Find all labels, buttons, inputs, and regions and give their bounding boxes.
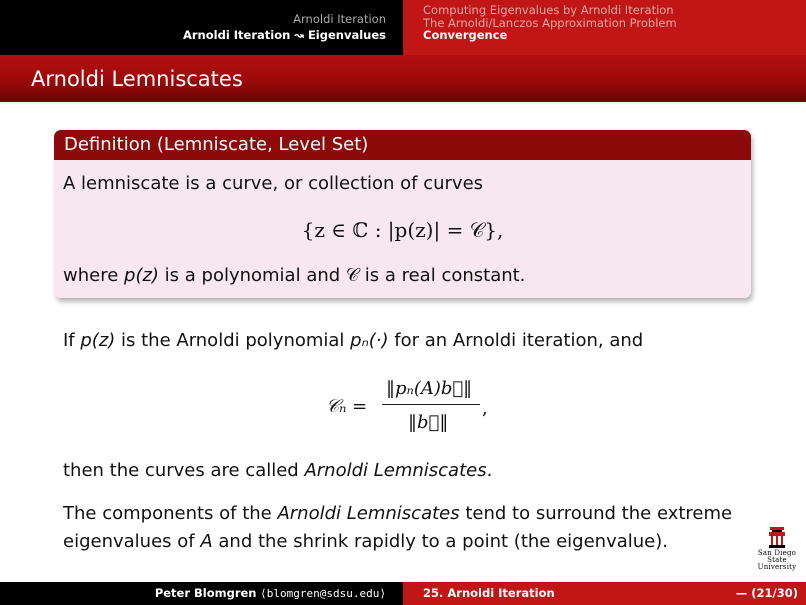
text-run: If	[63, 330, 81, 351]
footer-section-title[interactable]: 25. Arnoldi Iteration	[423, 586, 555, 600]
fraction-bar	[382, 404, 480, 405]
text-run: and the shrink rapidly to a point (the eigenvalue).	[212, 531, 668, 552]
header-section-nav	[403, 0, 806, 55]
math-c: 𝒞	[345, 265, 360, 286]
math-pz: p(z)	[124, 265, 159, 286]
logo-text-line-2: University	[757, 563, 797, 571]
definition-block	[54, 130, 751, 298]
nav-current-part[interactable]: Arnoldi Iteration ↝ Eigenvalues	[182, 28, 386, 42]
emphasis-term: Arnoldi Lemniscates	[304, 460, 487, 481]
definition-formula: {z ∈ ℂ : |p(z)| = 𝒞},	[301, 218, 504, 242]
text-run: for an Arnoldi iteration, and	[388, 330, 644, 351]
text-run: where	[63, 265, 125, 286]
university-logo-icon	[768, 526, 786, 548]
header-left-nav	[0, 0, 403, 55]
footer-author-area	[0, 582, 403, 605]
text-run: is a real constant.	[359, 265, 526, 286]
equation-comma: ,	[482, 398, 488, 419]
nav-section-approximation[interactable]: The Arnoldi/Lanczos Approximation Problem	[423, 15, 677, 30]
definition-line-3	[63, 265, 525, 286]
paragraph-components	[63, 500, 753, 556]
logo-text-line-1: San Diego State	[757, 549, 797, 564]
definition-title: Definition (Lemniscate, Level Set)	[54, 130, 751, 160]
frame-title: Arnoldi Lemniscates	[31, 67, 243, 91]
emphasis-term: Arnoldi Lemniscates	[277, 503, 460, 524]
footer-section-area	[403, 582, 806, 605]
university-logo	[748, 526, 806, 572]
equation-denominator: ‖b⃗‖	[408, 412, 449, 433]
math-pz: p(z)	[80, 330, 116, 351]
paragraph-arnoldi-lemniscates	[63, 460, 492, 481]
nav-section-convergence[interactable]: Convergence	[423, 28, 508, 42]
math-pn: pₙ(·)	[350, 330, 389, 351]
equation-lhs: 𝒞ₙ =	[326, 396, 368, 417]
footer-author: Peter Blomgren	[154, 586, 257, 600]
frame-title-bar	[0, 55, 806, 102]
definition-line-1: A lemniscate is a curve, or collection of curves	[63, 173, 484, 194]
equation-numerator: ‖pₙ(A)b⃗‖	[386, 378, 473, 399]
nav-part-title[interactable]: Arnoldi Iteration	[293, 12, 386, 26]
text-run: then the curves are called	[63, 460, 305, 481]
footer-page-number: — (21/30)	[735, 586, 798, 600]
footer-email: ⟨blomgren@sdsu.edu⟩	[260, 587, 386, 600]
footer-bar	[0, 582, 806, 605]
text-run: tend to surround the extreme eigenvalues of	[63, 503, 733, 552]
nav-section-computing[interactable]: Computing Eigenvalues by Arnoldi Iteration	[423, 3, 674, 17]
text-run: .	[486, 460, 493, 481]
math-A: A	[200, 531, 213, 552]
text-run: is a polynomial and	[158, 265, 346, 286]
paragraph-arnoldi-polynomial	[63, 330, 643, 351]
definition-body	[54, 160, 751, 298]
text-run: The components of the	[63, 503, 278, 524]
text-run: is the Arnoldi polynomial	[115, 330, 351, 351]
header-bar	[0, 0, 806, 55]
